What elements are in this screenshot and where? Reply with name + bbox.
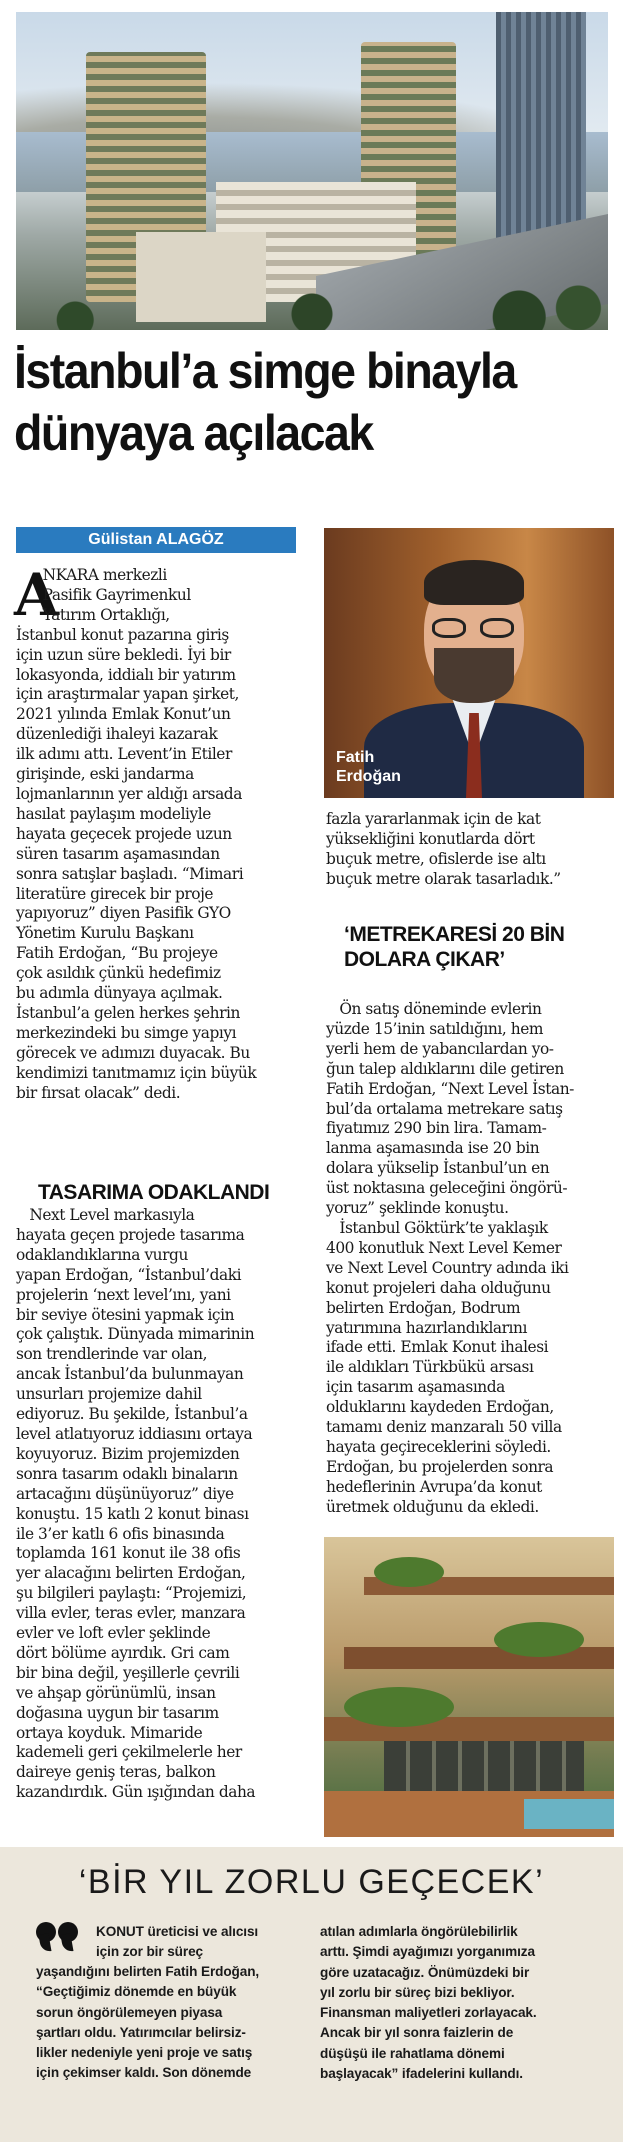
drop-cap: A [14,561,60,629]
subheading-line-1: ‘METREKARESİ 20 BİN [344,923,565,946]
caption-line-2: Erdoğan [336,768,401,785]
quote-text-intro: KONUT üreticisi ve alıcısı için zor bir süreç [96,1924,259,1960]
article-column-1: NKARA merkezli Pasifik Gayrimenkul Yatırım Ortaklığı, İstanbul konut pazarına giriş için uzun süre bekledi. İyi bir lokasyonda, iddialı bir yatırım için araştırmalar yapan şirket, 2021 yılında Emlak Konut’un düzenlediği ihaleyi kazarak ilk adımı attı. Levent’in Etiler girişinde, eski jandarma lojmanlarının yer aldığı arsada hasılat paylaşım modeliyle hayata geçecek projede uzun süren tasarım aşamasından sonra satışlar başladı. “Mimari literatüre girecek bir proje yapıyoruz” diyen Pasifik GYO Yönetim Kurulu Başkanı Fatih Erdoğan, “Bu projeye çok asıldık çünkü hedefimiz bu adımla dünyaya açılmak. İstanbul’a gelen herkes şehrin merkezindeki bu simge yapıyı görecek ve adımızı duyacak. Bu kendimizi tanıtmamız için büyük bir fırsat olacak” dedi. [16,566,257,1102]
quote-text-column-1: yaşandığını belirten Fatih Erdoğan, “Geçtiğimiz dönemde en büyük sorun öngörülemeyen piyasa şartları oldu. Yatırımcılar belirsiz- likler nedeniyle yeni proje ve satış için çekimser kaldı. Son dönemde [36,1964,260,2081]
article-column-2: fazla yararlanmak için de kat yüksekliğini konutlarda dört buçuk metre, ofislerde ise altı buçuk metre olarak tasarladık.” [326,810,561,888]
subheading-metrekaresi [344,922,614,972]
photo-caption [336,748,401,786]
quote-text-column-2: atılan adımlarla öngörülebilirlik arttı. Şimdi ayağımızı yorganımıza göre uzatacağız. Önümüzdeki bir yıl zorlu bir süreç bizi bekliyor. Finansman maliyetleri zorlayacak. Ancak bir yıl sonra faizlerin de düşüşü ile rahatlama dönemi başlayacak” ifadelerini kullandı. [320,1924,537,2082]
quote-box-heading: ‘BİR YIL ZORLU GEÇECEK’ [78,1863,545,1901]
headline-line-1: İstanbul’a simge binayla [14,343,516,399]
caption-line-1: Fatih [336,749,375,766]
project-rendering-image [16,12,608,330]
subheading-tasarima-odaklandi: TASARIMA ODAKLANDI [38,1181,270,1204]
author-byline: Gülistan ALAGÖZ [16,527,296,553]
quote-mark-icon [36,1922,80,1958]
article-column-2-continued: Ön satış döneminde evlerin yüzde 15’inin satıldığını, hem yerli hem de yabancılardan yo- ğun talep aldıklarını dile getiren Fatih Erdoğan, “Next Level İstan- bul’da ortalama metrekare satış fiyatımız 290 bin lira. Tamam- lanma aşamasında ise 20 bin dolara yükselip İstanbul’un en üst noktasına geleceğini öngörü- yoruz” şeklinde konuştu. İstanbul Göktürk’te yaklaşık 400 konutluk Next Level Kemer ve Next Level Country adında iki konut projeleri daha olduğunu belirten Erdoğan, Bodrum yatırımına hazırlandıklarını ifade etti. Emlak Konut ihalesi ile aldıkları Türkbükü arsası için tasarım aşamasında olduklarını kaydeden Erdoğan, tamamı deniz manzaralı 50 villa hayata geçireceklerini söyledi. Erdoğan, bu projelerden sonra hedeflerinin Avrupa’da konut üretmek olduğunu da ekledi. [326,1000,574,1516]
villa-terrace-image [324,1537,614,1837]
article-column-1-continued: Next Level markasıyla hayata geçen projede tasarıma odaklandıklarına vurgu yapan Erdoğan, “İstanbul’daki projelerin ‘next level’ını, yani bir seviye ötesini yapmak için çok çalıştık. Dünyada mimarinin son trendlerinde var olan, ancak İstanbul’da bulunmayan unsurları projemize dahil ediyoruz. Bu şekilde, İstanbul’a level atlatıyoruz iddiasını ortaya koyuyoruz. Bizim projemizden sonra tasarım odaklı binaların artacağını düşünüyoruz” diye konuştu. 15 katlı 2 konut binası ile 3’er katlı 6 ofis binasında toplamda 161 konut ile 38 ofis yer alacağını belirten Erdoğan, şu bilgileri paylaştı: “Projemizi, villa evler, teras evler, manzara evler ve loft evler şeklinde dört bölüme ayırdık. Gri cam bir bina değil, yeşillerle çevrili ve ahşap görünümlü, insan doğasına uygun bir tasarım ortaya koyduk. Mimaride kademeli geri çekilmelerle her daireye geniş teras, balkon kazandırdık. Gün ışığından daha [16,1206,256,1802]
headline-line-2: dünyaya açılacak [14,405,373,461]
headline [14,340,568,464]
subheading-line-2: DOLARA ÇIKAR’ [344,948,505,971]
